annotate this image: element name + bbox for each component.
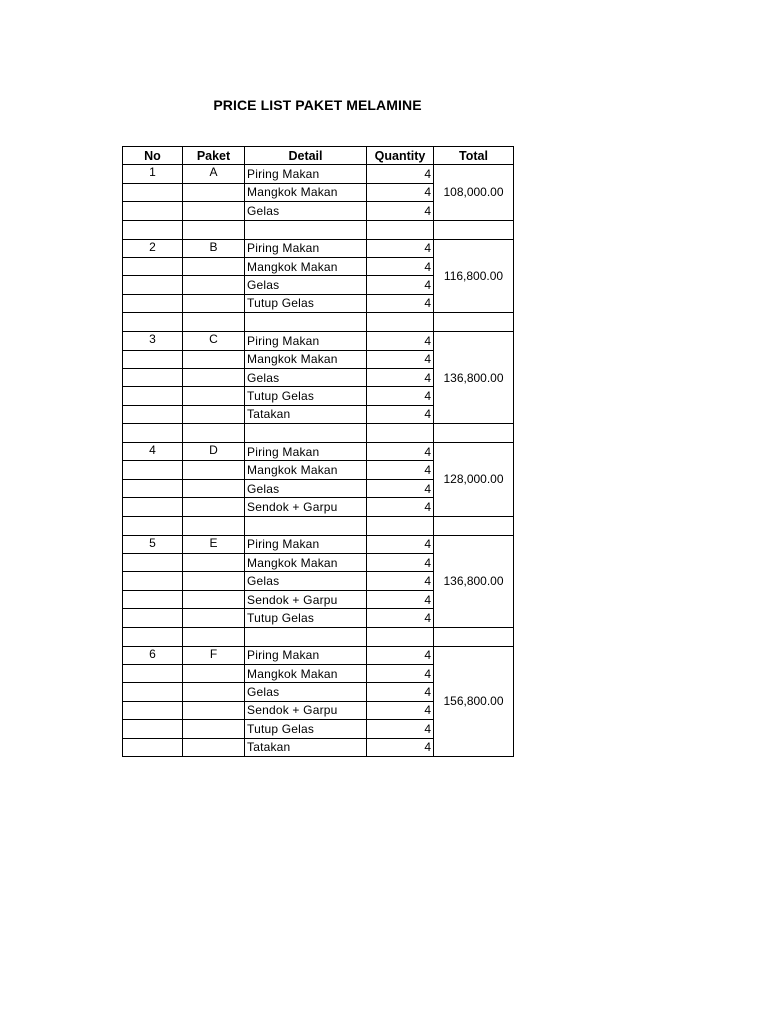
table-row	[123, 332, 514, 350]
item-detail: Mangkok Makan	[245, 461, 367, 479]
empty-cell	[123, 627, 183, 646]
item-detail: Mangkok Makan	[245, 183, 367, 201]
item-quantity: 4	[367, 554, 434, 572]
item-detail: Tutup Gelas	[245, 294, 367, 312]
item-quantity: 4	[367, 609, 434, 627]
empty-cell	[245, 424, 367, 443]
empty-cell	[434, 424, 514, 443]
item-quantity: 4	[367, 405, 434, 423]
empty-cell	[123, 405, 183, 423]
empty-cell	[123, 183, 183, 201]
item-quantity: 4	[367, 664, 434, 682]
empty-cell	[123, 683, 183, 701]
empty-cell	[123, 498, 183, 516]
empty-cell	[367, 424, 434, 443]
empty-cell	[367, 220, 434, 239]
empty-cell	[245, 220, 367, 239]
empty-cell	[123, 350, 183, 368]
empty-cell	[123, 202, 183, 220]
item-detail: Piring Makan	[245, 165, 367, 183]
item-quantity: 4	[367, 332, 434, 350]
empty-cell	[183, 350, 245, 368]
package-number: 6	[123, 646, 183, 664]
price-table	[122, 146, 514, 757]
item-detail: Gelas	[245, 572, 367, 590]
empty-cell	[183, 738, 245, 756]
empty-cell	[434, 627, 514, 646]
item-quantity: 4	[367, 646, 434, 664]
empty-cell	[245, 516, 367, 535]
package-total: 136,800.00	[434, 332, 514, 424]
item-quantity: 4	[367, 443, 434, 461]
empty-cell	[183, 183, 245, 201]
package-code: E	[183, 535, 245, 553]
package-total: 128,000.00	[434, 443, 514, 517]
spacer-row	[123, 424, 514, 443]
empty-cell	[183, 627, 245, 646]
item-quantity: 4	[367, 350, 434, 368]
empty-cell	[434, 220, 514, 239]
header-row	[123, 147, 514, 165]
package-total: 108,000.00	[434, 165, 514, 220]
item-quantity: 4	[367, 276, 434, 294]
item-quantity: 4	[367, 257, 434, 275]
empty-cell	[183, 276, 245, 294]
empty-cell	[183, 202, 245, 220]
item-detail: Piring Makan	[245, 443, 367, 461]
item-detail: Tatakan	[245, 738, 367, 756]
empty-cell	[183, 313, 245, 332]
empty-cell	[123, 701, 183, 719]
column-header-detail: Detail	[245, 147, 367, 165]
empty-cell	[183, 554, 245, 572]
empty-cell	[183, 479, 245, 497]
empty-cell	[123, 368, 183, 386]
column-header-total: Total	[434, 147, 514, 165]
item-quantity: 4	[367, 368, 434, 386]
page-title: PRICE LIST PAKET MELAMINE	[213, 97, 422, 113]
package-number: 3	[123, 332, 183, 350]
table-row	[123, 535, 514, 553]
package-number: 5	[123, 535, 183, 553]
item-quantity: 4	[367, 387, 434, 405]
item-detail: Tatakan	[245, 405, 367, 423]
item-quantity: 4	[367, 183, 434, 201]
item-quantity: 4	[367, 738, 434, 756]
item-quantity: 4	[367, 294, 434, 312]
empty-cell	[434, 516, 514, 535]
item-detail: Gelas	[245, 368, 367, 386]
empty-cell	[123, 257, 183, 275]
item-quantity: 4	[367, 701, 434, 719]
empty-cell	[183, 664, 245, 682]
table-row	[123, 165, 514, 183]
spacer-row	[123, 516, 514, 535]
empty-cell	[123, 424, 183, 443]
empty-cell	[183, 498, 245, 516]
item-detail: Mangkok Makan	[245, 350, 367, 368]
empty-cell	[123, 294, 183, 312]
package-total: 156,800.00	[434, 646, 514, 756]
empty-cell	[123, 220, 183, 239]
item-detail: Piring Makan	[245, 332, 367, 350]
spacer-row	[123, 220, 514, 239]
empty-cell	[123, 313, 183, 332]
item-detail: Gelas	[245, 202, 367, 220]
item-quantity: 4	[367, 202, 434, 220]
item-detail: Sendok + Garpu	[245, 590, 367, 608]
empty-cell	[183, 516, 245, 535]
item-detail: Tutup Gelas	[245, 387, 367, 405]
empty-cell	[245, 627, 367, 646]
empty-cell	[183, 572, 245, 590]
empty-cell	[123, 554, 183, 572]
table-row	[123, 239, 514, 257]
table-header	[123, 147, 514, 165]
column-header-paket: Paket	[183, 147, 245, 165]
empty-cell	[183, 461, 245, 479]
empty-cell	[183, 590, 245, 608]
empty-cell	[245, 313, 367, 332]
item-quantity: 4	[367, 683, 434, 701]
empty-cell	[367, 516, 434, 535]
item-detail: Gelas	[245, 683, 367, 701]
empty-cell	[367, 627, 434, 646]
item-detail: Tutup Gelas	[245, 609, 367, 627]
package-code: A	[183, 165, 245, 183]
item-quantity: 4	[367, 479, 434, 497]
empty-cell	[183, 294, 245, 312]
empty-cell	[183, 387, 245, 405]
item-detail: Piring Makan	[245, 535, 367, 553]
empty-cell	[123, 664, 183, 682]
item-detail: Mangkok Makan	[245, 257, 367, 275]
item-detail: Gelas	[245, 479, 367, 497]
item-detail: Mangkok Makan	[245, 554, 367, 572]
empty-cell	[123, 276, 183, 294]
package-number: 2	[123, 239, 183, 257]
package-code: B	[183, 239, 245, 257]
empty-cell	[183, 368, 245, 386]
package-total: 136,800.00	[434, 535, 514, 627]
item-quantity: 4	[367, 498, 434, 516]
empty-cell	[183, 220, 245, 239]
empty-cell	[123, 516, 183, 535]
empty-cell	[123, 738, 183, 756]
package-code: D	[183, 443, 245, 461]
package-code: C	[183, 332, 245, 350]
item-quantity: 4	[367, 535, 434, 553]
item-detail: Sendok + Garpu	[245, 498, 367, 516]
item-quantity: 4	[367, 590, 434, 608]
item-detail: Mangkok Makan	[245, 664, 367, 682]
empty-cell	[123, 609, 183, 627]
empty-cell	[367, 313, 434, 332]
item-quantity: 4	[367, 461, 434, 479]
item-detail: Tutup Gelas	[245, 720, 367, 738]
empty-cell	[183, 609, 245, 627]
column-header-no: No	[123, 147, 183, 165]
empty-cell	[183, 257, 245, 275]
item-detail: Piring Makan	[245, 239, 367, 257]
empty-cell	[183, 701, 245, 719]
empty-cell	[123, 479, 183, 497]
spacer-row	[123, 313, 514, 332]
table-row	[123, 646, 514, 664]
item-detail: Piring Makan	[245, 646, 367, 664]
empty-cell	[123, 461, 183, 479]
item-quantity: 4	[367, 720, 434, 738]
item-detail: Sendok + Garpu	[245, 701, 367, 719]
empty-cell	[183, 424, 245, 443]
item-quantity: 4	[367, 572, 434, 590]
empty-cell	[123, 387, 183, 405]
empty-cell	[123, 572, 183, 590]
column-header-quantity: Quantity	[367, 147, 434, 165]
item-detail: Gelas	[245, 276, 367, 294]
package-number: 1	[123, 165, 183, 183]
empty-cell	[183, 405, 245, 423]
item-quantity: 4	[367, 165, 434, 183]
table-row	[123, 443, 514, 461]
package-number: 4	[123, 443, 183, 461]
package-total: 116,800.00	[434, 239, 514, 313]
table-body	[123, 165, 514, 757]
item-quantity: 4	[367, 239, 434, 257]
empty-cell	[183, 720, 245, 738]
package-code: F	[183, 646, 245, 664]
empty-cell	[183, 683, 245, 701]
empty-cell	[123, 590, 183, 608]
empty-cell	[434, 313, 514, 332]
empty-cell	[123, 720, 183, 738]
spacer-row	[123, 627, 514, 646]
